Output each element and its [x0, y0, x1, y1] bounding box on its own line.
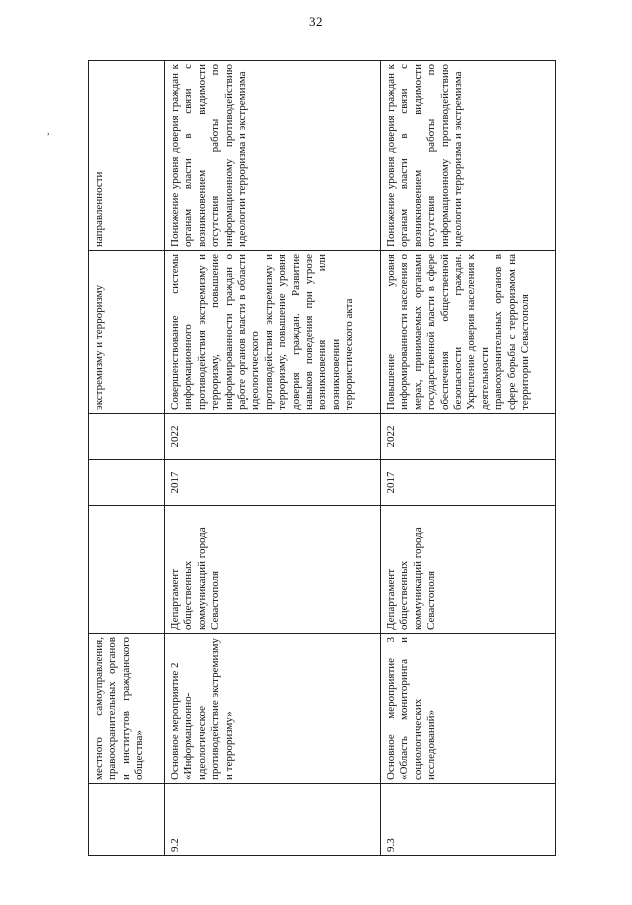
table-row: [381, 61, 556, 856]
cell-num: 9.2: [165, 784, 381, 856]
cell-results: Совершенствование системы информационного противодействия экстремизму и терроризму, повышение информированности граждан о работе органов власти в области идеологического противодействия экстремизму и терроризму, повышение уровня доверия граждан. Развитие навыков поведения при угрозе возникновения или возникновении террористического акта: [165, 251, 381, 414]
cell-start-year: 2017: [165, 460, 381, 506]
cell-end-year: 2022: [165, 414, 381, 460]
cell-executor: Департамент общественных коммуникаций города Севастополя: [165, 506, 381, 634]
cell-executor-empty: [89, 506, 165, 634]
cell-consequences-continuation: направленности: [89, 61, 165, 251]
cell-executor: Департамент общественных коммуникаций города Севастополя: [381, 506, 556, 634]
cell-measure: Основное мероприятие 3 «Область мониторинга и социологических исследований»: [381, 634, 556, 784]
table-row-continuation: [89, 61, 165, 856]
cell-start-year: 2017: [381, 460, 556, 506]
cell-measure-continuation: местного самоуправления, правоохранительных органов и институтов гражданского общества»: [89, 634, 165, 784]
cell-num-empty: [89, 784, 165, 856]
cell-end-empty: [89, 414, 165, 460]
cell-num: 9.3: [381, 784, 556, 856]
cell-start-empty: [89, 460, 165, 506]
cell-end-year: 2022: [381, 414, 556, 460]
cell-consequences: Понижение уровня доверия граждан к органам власти в связи с возникновением видимости отсутствия работы по информационному противодействию идеологии терроризма и экстремизма: [381, 61, 556, 251]
cell-measure: Основное мероприятие 2 «Информационно-идеологическое противодействие экстремизму и терроризму»: [165, 634, 381, 784]
cell-results-continuation: экстремизму и терроризму: [89, 251, 165, 414]
margin-mark: ,: [47, 126, 50, 137]
measures-table: [88, 60, 556, 856]
rotated-table-container: [88, 61, 555, 856]
table-row: [165, 61, 381, 856]
cell-results: Повышение уровня информированности населения о мерах, принимаемых органами государственной власти в сфере обеспечения общественной безопасности граждан. Укрепление доверия населения к деятельности правоохранительных органов в сфере борьбы с терроризмом на территории Севастополя: [381, 251, 556, 414]
page-number: 32: [309, 14, 323, 29]
cell-consequences: Понижение уровня доверия граждан к органам власти в связи с возникновением видимости отсутствия работы по информационному противодействию идеологии терроризма и экстремизма: [165, 61, 381, 251]
